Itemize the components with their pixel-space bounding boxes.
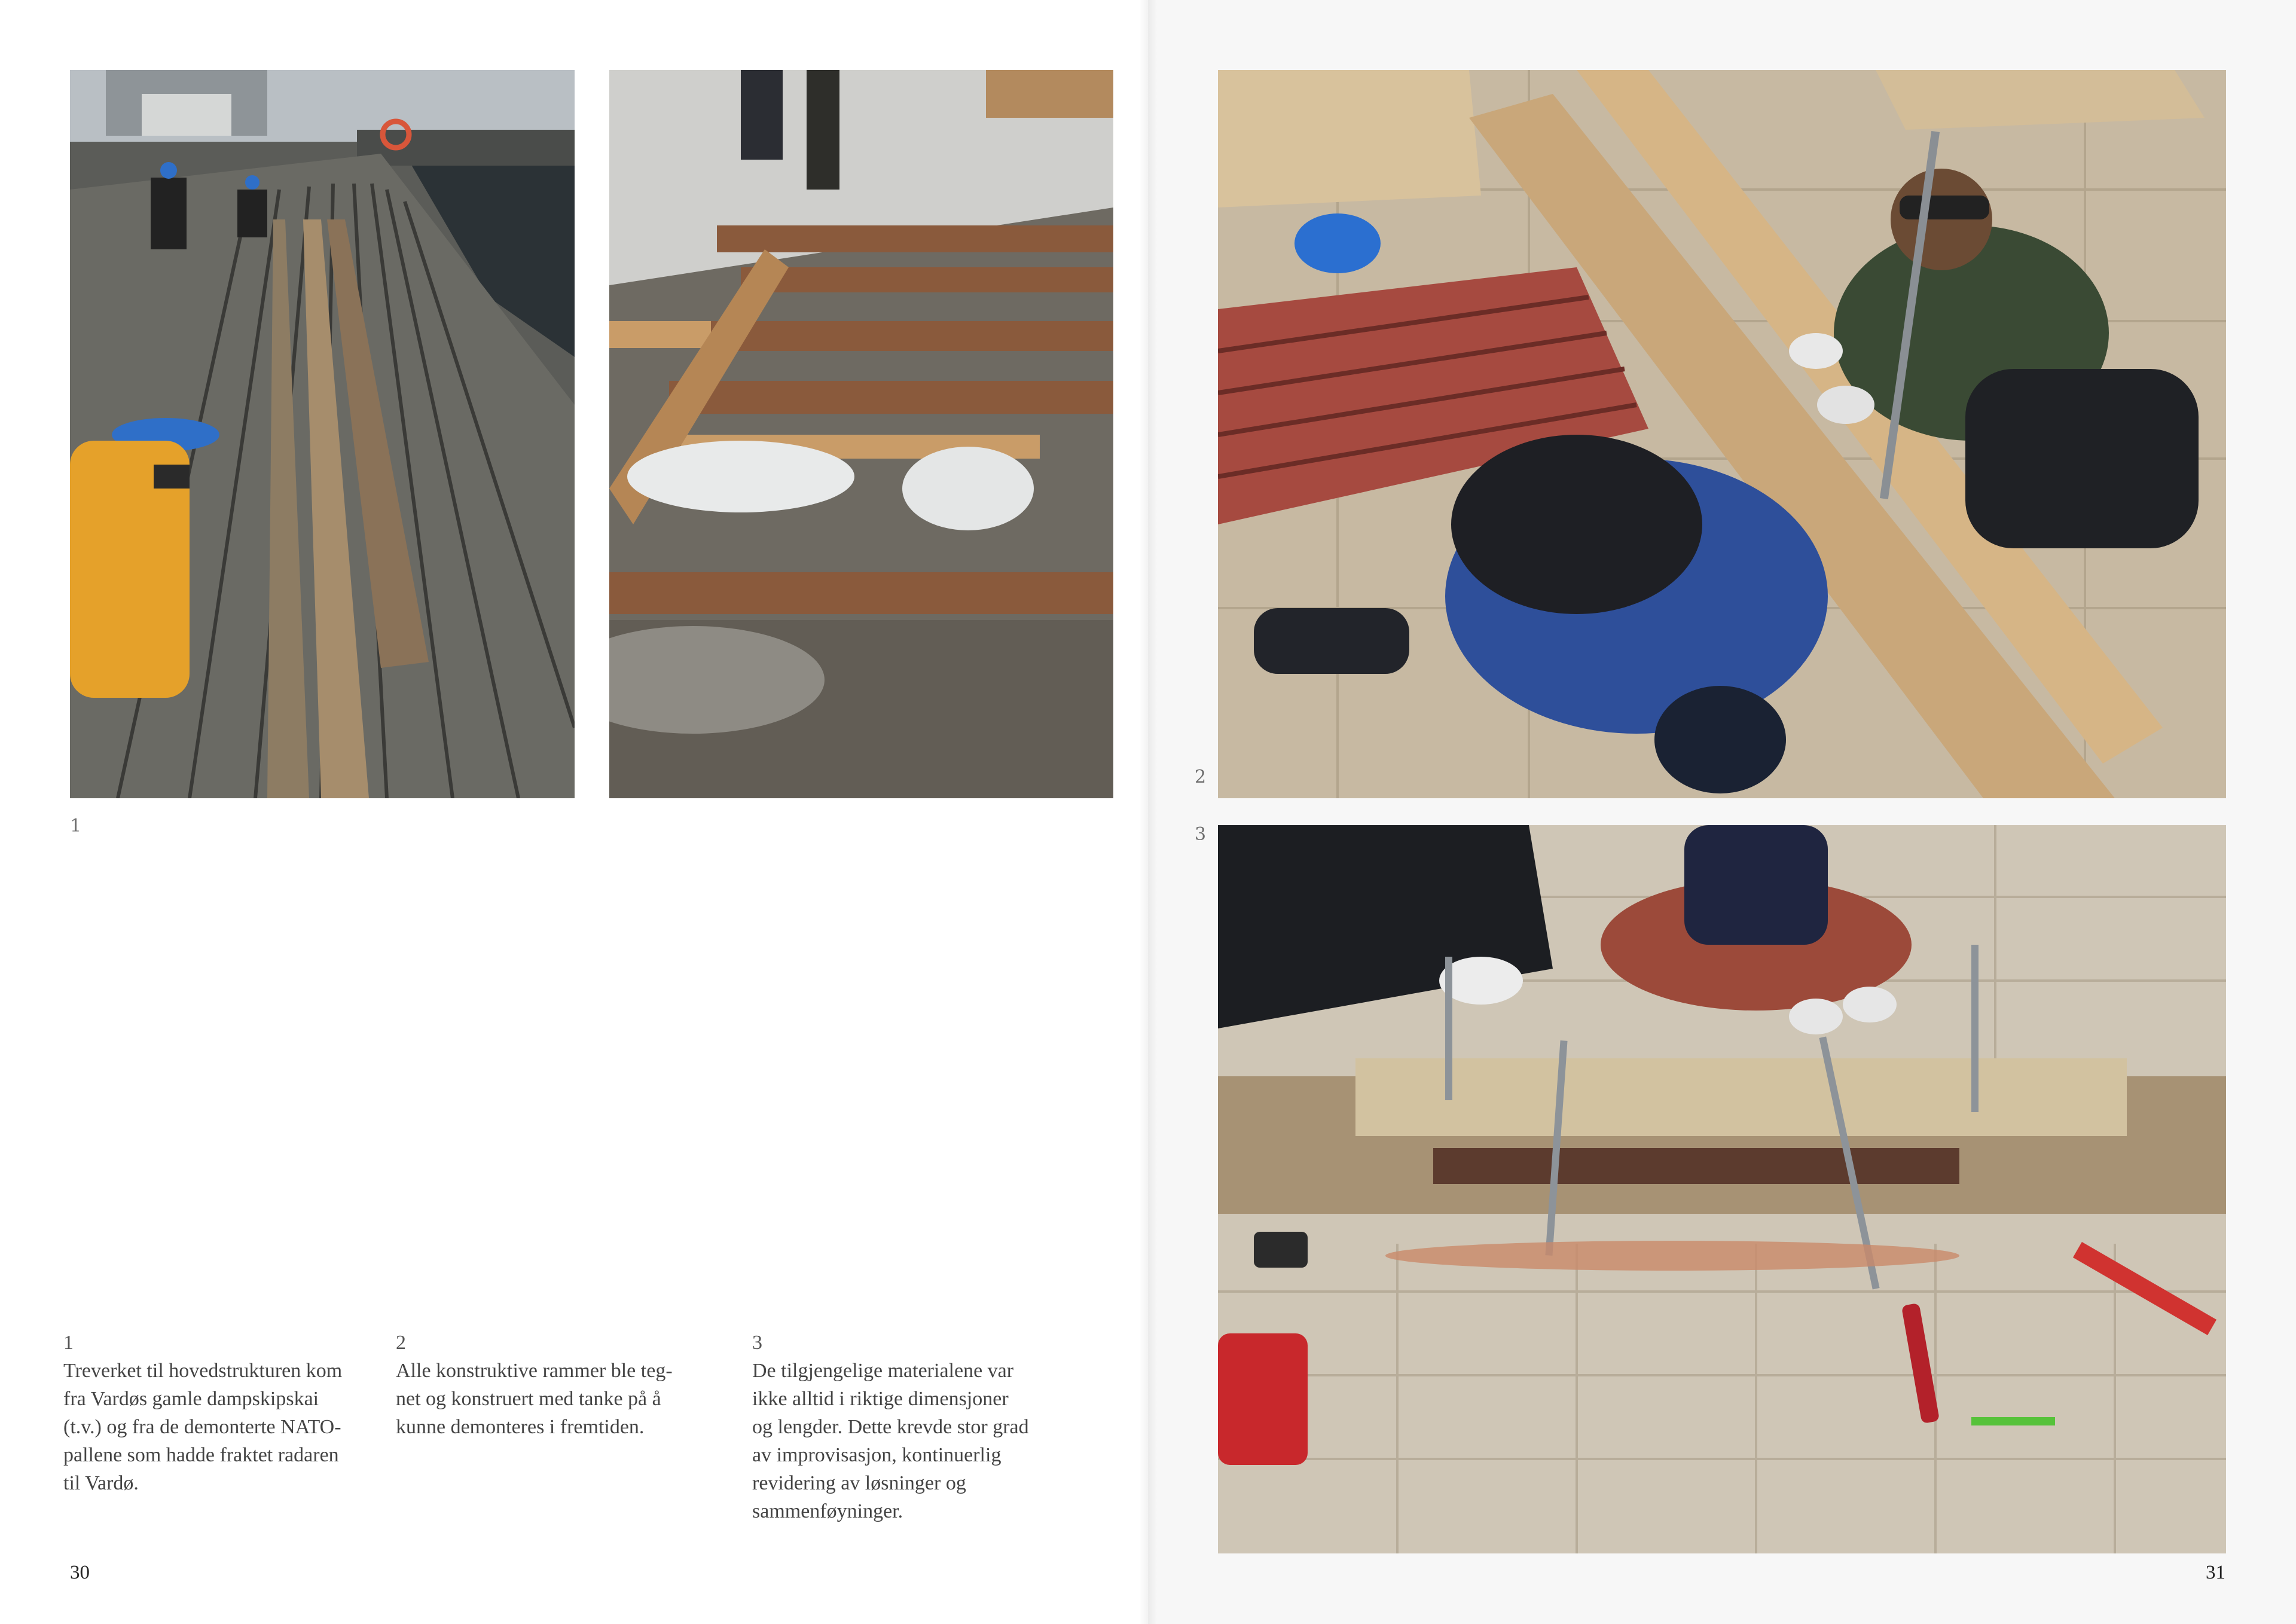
caption-1-line: pallene som hadde fraktet radaren	[63, 1444, 339, 1466]
caption-1-line: (t.v.) og fra de demonterte NATO-	[63, 1416, 341, 1438]
page-gutter	[1139, 0, 1157, 1624]
photo-label-2: 2	[1195, 767, 1207, 787]
photo-workshop-beam	[1218, 70, 2226, 798]
caption-3-line: ikke alltid i riktige dimensjoner	[752, 1388, 1009, 1410]
caption-1-number: 1	[63, 1332, 74, 1354]
caption-1-line: fra Vardøs gamle dampskipskai	[63, 1388, 319, 1410]
caption-3	[752, 1329, 1111, 1525]
photo-quay-planks	[70, 70, 575, 798]
photo-label-3: 3	[1195, 824, 1207, 845]
caption-2-number: 2	[396, 1332, 406, 1354]
caption-3-line: av improvisasjon, kontinuerlig	[752, 1444, 1002, 1466]
page-number-right: 31	[2206, 1562, 2225, 1583]
photo-label-1: 1	[70, 816, 82, 837]
caption-3-line: revidering av løsninger og	[752, 1472, 966, 1494]
caption-1	[63, 1329, 386, 1497]
caption-2-line: net og konstruert med tanke på å	[396, 1388, 661, 1410]
photo-clamped-beam	[1218, 825, 2226, 1553]
page-number-left: 30	[70, 1562, 90, 1583]
caption-3-line: sammenføyninger.	[752, 1500, 903, 1522]
caption-1-line: til Vardø.	[63, 1472, 139, 1494]
caption-3-line: De tilgjengelige materialene var	[752, 1360, 1014, 1382]
caption-3-line: og lengder. Dette krevde stor grad	[752, 1416, 1029, 1438]
caption-2-line: kunne demonteres i fremtiden.	[396, 1416, 645, 1438]
caption-3-number: 3	[752, 1332, 762, 1354]
photo-pallets-snow	[609, 70, 1113, 798]
caption-1-line: Treverket til hovedstrukturen kom	[63, 1360, 343, 1382]
caption-2	[396, 1329, 731, 1441]
right-page	[1148, 0, 2296, 1624]
caption-2-line: Alle konstruktive rammer ble teg-	[396, 1360, 673, 1382]
